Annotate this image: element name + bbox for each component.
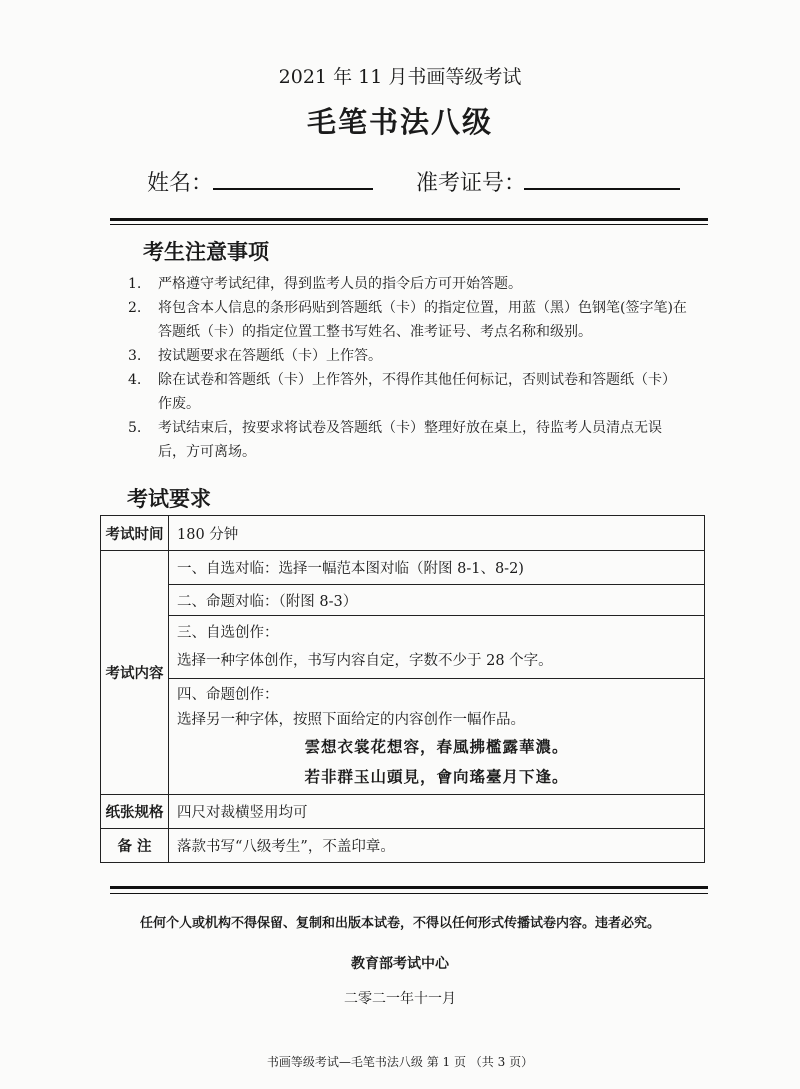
- paper-value-cell: 四尺对裁横竖用均可: [169, 795, 705, 829]
- subject-title: 毛笔书法八级: [306, 105, 493, 139]
- table-row: [101, 551, 705, 585]
- notice-item-number: 5.: [128, 420, 142, 436]
- note-label-cell: 备 注: [101, 829, 169, 863]
- notice-item-number: 3.: [128, 348, 142, 364]
- notice-item-text: 严格遵守考试纪律，得到监考人员的指令后方可开始答题。: [158, 276, 522, 292]
- table-row: [101, 829, 705, 863]
- time-value-cell: 180 分钟: [169, 516, 705, 551]
- exam-title: 2021 年 11 月书画等级考试: [278, 66, 522, 88]
- requirements-heading: 考试要求: [127, 487, 211, 511]
- issuer-name: 教育部考试中心: [351, 956, 449, 972]
- requirements-table: [100, 515, 705, 863]
- name-label: 姓名：: [147, 171, 214, 196]
- paper-label-cell: 纸张规格: [101, 795, 169, 829]
- content-item-4-cell: [169, 679, 705, 795]
- content-item-1-cell: 一、自选对临：选择一幅范本图对临（附图 8-1、8-2): [169, 551, 705, 585]
- content-item-3-cell: [169, 616, 705, 679]
- note-value-cell: 落款书写“八级考生”，不盖印章。: [169, 829, 705, 863]
- item-4-text: 选择另一种字体，按照下面给定的内容创作一幅作品。: [177, 711, 525, 728]
- notice-item-number: 4.: [128, 372, 142, 388]
- ticket-number-blank-line[interactable]: [524, 188, 680, 190]
- notice-item-text: 除在试卷和答题纸（卡）上作答外，不得作其他任何标记，否则试卷和答题纸（卡）作废。: [158, 372, 676, 412]
- table-row: [101, 795, 705, 829]
- issue-date: 二零二一年十一月: [344, 991, 456, 1007]
- notice-item-number: 1.: [128, 276, 142, 292]
- table-row: [101, 616, 705, 679]
- ticket-number-label: 准考证号：: [416, 171, 527, 196]
- footer-divider-thick: [110, 886, 708, 889]
- poem-line-2: 若非群玉山頭見，會向瑤臺月下逢。: [304, 766, 569, 786]
- table-row: [101, 516, 705, 551]
- header-divider-thin: [110, 224, 708, 225]
- content-item-2-cell: 二、命题对临：（附图 8-3）: [169, 585, 705, 616]
- name-blank-line[interactable]: [213, 188, 373, 190]
- item-3-title: 三、自选创作：: [177, 625, 279, 641]
- page-footer: 书画等级考试—毛笔书法八级 第 1 页 （共 3 页）: [266, 1055, 534, 1069]
- item-3-text: 选择一种字体创作，书写内容自定，字数不少于 28 个字。: [177, 653, 553, 669]
- notice-item-text: 按试题要求在答题纸（卡）上作答。: [158, 348, 382, 364]
- table-row: [101, 585, 705, 616]
- footer-divider-thin: [110, 893, 708, 894]
- content-label-cell: 考试内容: [101, 551, 169, 795]
- notice-item-text: 考试结束后，按要求将试卷及答题纸（卡）整理好放在桌上，待监考人员清点无误后，方可离场。: [158, 420, 662, 460]
- poem-line-1: 雲想衣裳花想容，春風拂檻露華濃。: [304, 736, 569, 756]
- table-row: [101, 679, 705, 795]
- notice-item-number: 2.: [128, 300, 142, 316]
- copyright-notice: 任何个人或机构不得保留、复制和出版本试卷，不得以任何形式传播试卷内容。违者必究。: [139, 916, 660, 931]
- header-divider-thick: [110, 218, 708, 221]
- notice-item-text: 将包含本人信息的条形码贴到答题纸（卡）的指定位置，用蓝（黑）色钢笔(签字笔)在答题纸（卡）的指定位置工整书写姓名、准考证号、考点名称和级别。: [158, 300, 687, 340]
- notice-heading: 考生注意事项: [143, 240, 269, 264]
- time-label-cell: 考试时间: [101, 516, 169, 551]
- item-4-title: 四、命题创作：: [177, 686, 279, 703]
